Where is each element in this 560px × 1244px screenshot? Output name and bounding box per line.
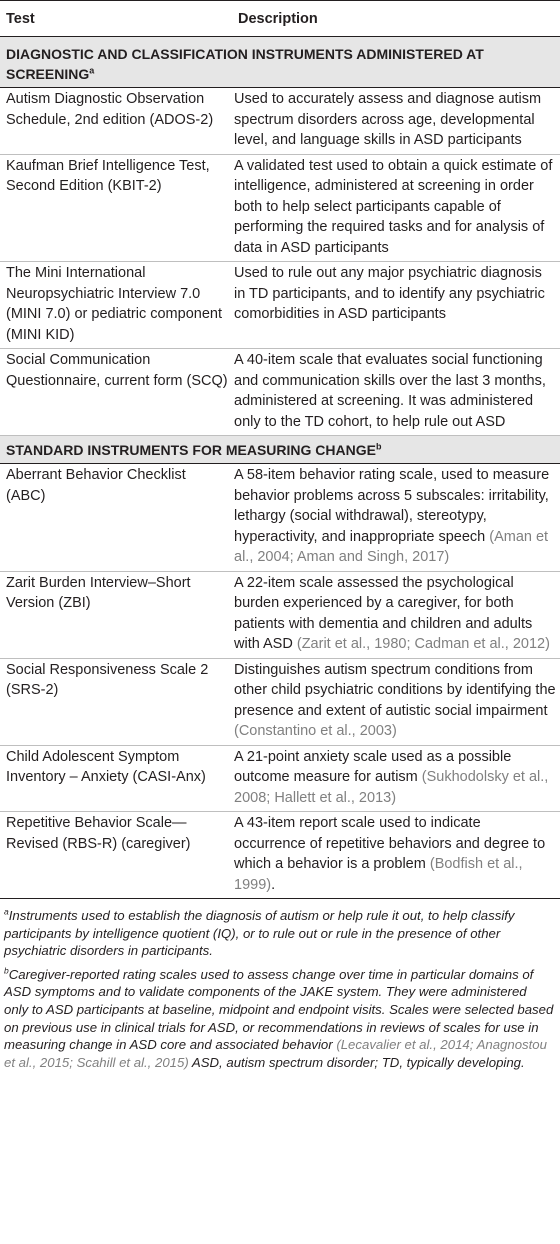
table-row: [0, 88, 560, 155]
footnote-marker: a: [4, 906, 9, 917]
section-header-diagnostic: [0, 37, 560, 88]
test-description: A validated test used to obtain a quick estimate of intelligence, administered at screening in order both to help select participants capable of performing the required tasks and for analysis of data in ASD participants: [232, 154, 560, 262]
section-footnote-marker: b: [375, 441, 382, 452]
citation-link[interactable]: (Constantino et al., 2003): [234, 723, 397, 739]
test-name: The Mini International Neuropsychiatric Interview 7.0 (MINI 7.0) or pediatric component (MINI KID): [0, 262, 232, 349]
table-row: [0, 745, 560, 812]
test-name: Social Responsiveness Scale 2 (SRS-2): [0, 658, 232, 745]
section-footnote-marker: a: [89, 65, 95, 76]
citation-link[interactable]: (Aman et al., 2004; Aman and Singh, 2017): [234, 528, 549, 565]
table-row: [0, 812, 560, 899]
table-row: [0, 571, 560, 658]
table-row: [0, 349, 560, 436]
table-row: [0, 262, 560, 349]
footnote-text: Caregiver-reported rating scales used to assess change over time in particular domains of ASD symptoms and to validate components of the JAKE system. They were administered only to ASD participants at baseline, midpoint and endpoint visits. Scales were selected based on previous use in clinical trials for ASD, or recommendations in reviews of scales for use in measuring change in ASD core and associated behavior: [4, 966, 554, 1053]
citation-link[interactable]: (Zarit et al., 1980; Cadman et al., 2012): [296, 636, 550, 652]
test-name: Autism Diagnostic Observation Schedule, 2nd edition (ADOS-2): [0, 88, 232, 155]
table-footnotes: [0, 899, 560, 1071]
section-title: DIAGNOSTIC AND CLASSIFICATION INSTRUMENTS ADMINISTERED AT SCREENING: [6, 46, 484, 82]
test-name: Social Communication Questionnaire, current form (SCQ): [0, 349, 232, 436]
citation-link[interactable]: (Sukhodolsky et al., 2008; Hallett et al., 2013): [234, 769, 549, 806]
test-name: Repetitive Behavior Scale—Revised (RBS-R) (caregiver): [0, 812, 232, 899]
test-description: A 40-item scale that evaluates social functioning and communication skills over the last 3 months, administered at screening. It was administered only to the TD cohort, to help rule out ASD: [232, 349, 560, 436]
test-description-cell: [232, 571, 560, 658]
section-title: STANDARD INSTRUMENTS FOR MEASURING CHANGE: [6, 442, 376, 458]
test-name: Aberrant Behavior Checklist (ABC): [0, 464, 232, 572]
trailing-punctuation: .: [271, 876, 276, 893]
footnote-text: Instruments used to establish the diagnosis of autism or help rule it out, to help classify participants by intelligence quotient (IQ), or to rule out or rule in the presence of other psychiatric disorders in participants.: [4, 908, 515, 959]
table-row: [0, 154, 560, 262]
section-title-cell: [0, 37, 560, 88]
test-description: A 22-item scale assessed the psychological burden experienced by a caregiver, for both patients with dementia and children and adults with ASD: [234, 574, 533, 652]
test-description-cell: [232, 658, 560, 745]
citation-link[interactable]: (Lecavalier et al., 2014; Anagnostou et al., 2015; Scahill et al., 2015): [4, 1037, 547, 1070]
footnote-marker: b: [4, 965, 9, 976]
section-title-cell: [0, 436, 560, 464]
section-header-measuring-change: [0, 436, 560, 464]
test-description: Distinguishes autism spectrum conditions from other child psychiatric conditions by identifying the presence and extent of autistic social impairment: [234, 661, 556, 719]
table-header-row: [0, 1, 560, 37]
footnote-b: [4, 966, 554, 1072]
footnote-a: [4, 907, 554, 960]
test-description: A 21-point anxiety scale used as a possible outcome measure for autism: [234, 748, 512, 785]
test-description: Used to rule out any major psychiatric diagnosis in TD participants, and to identify any psychiatric comorbidities in ASD participants: [232, 262, 560, 349]
footnote-abbreviations: ASD, autism spectrum disorder; TD, typically developing.: [188, 1054, 525, 1070]
test-description-cell: [232, 745, 560, 812]
test-description: Used to accurately assess and diagnose autism spectrum disorders across age, developmental level, and language skills in ASD participants: [232, 88, 560, 155]
test-name: Child Adolescent Symptom Inventory – Anxiety (CASI-Anx): [0, 745, 232, 812]
table-row: [0, 464, 560, 572]
test-description-cell: [232, 812, 560, 899]
header-test: Test: [0, 1, 232, 37]
test-name: Kaufman Brief Intelligence Test, Second Edition (KBIT-2): [0, 154, 232, 262]
test-description: A 43-item report scale used to indicate occurrence of repetitive behaviors and degree to which a behavior is a problem: [234, 815, 546, 872]
header-description: Description: [232, 1, 560, 37]
table-row: [0, 658, 560, 745]
test-description: A 58-item behavior rating scale, used to measure behavior problems across 5 subscales: irritability, lethargy (social withdrawal), stereotypy, hyperactivity, and inappropriate speech: [234, 467, 550, 545]
test-name: Zarit Burden Interview–Short Version (ZBI): [0, 571, 232, 658]
citation-link[interactable]: (Bodfish et al., 1999): [234, 856, 523, 893]
test-description-cell: [232, 464, 560, 572]
